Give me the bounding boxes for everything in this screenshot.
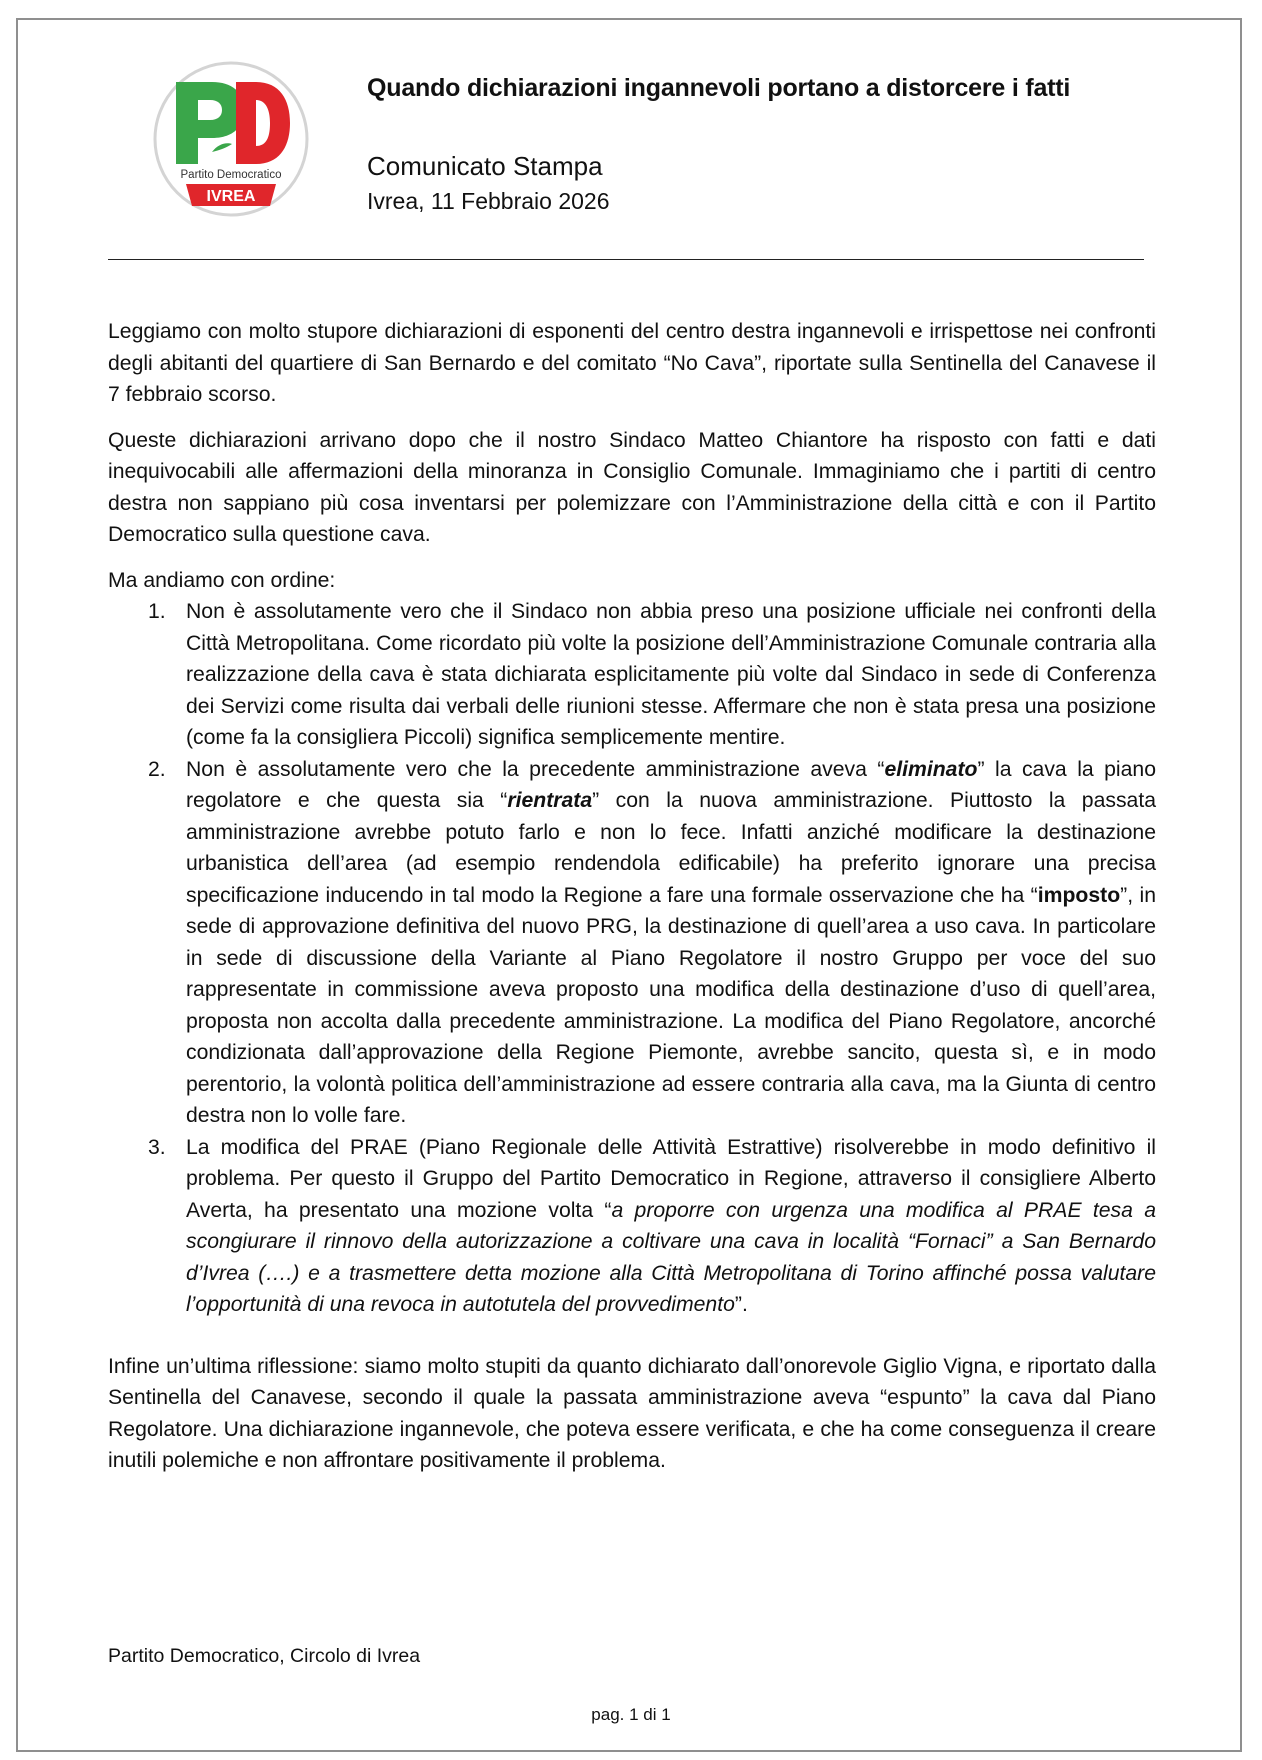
page-number: pag. 1 di 1: [591, 1705, 671, 1724]
signature: Partito Democratico, Circolo di Ivrea: [108, 1645, 421, 1667]
header: [367, 72, 1167, 216]
list-intro: Ma andiamo con ordine:: [108, 568, 336, 592]
list-item-text: Non è assolutamente vero che il Sindaco non abbia preso una posizione ufficiale nei confronti della Città Metropolitana. Come ricordato più volte la posizione dell’Amministrazione Comunale contraria alla realizzazione della cava è stata dichiarata esplicitamente più volte dal Sindaco in sede di Conferenza dei Servizi come risulta dai verbali delle riunioni stesse. Affermare che non è stata presa una posizione (come fa la consigliera Piccoli) significa semplicemente mentire.: [186, 600, 1156, 749]
place-date: Ivrea, 11 Febbraio 2026: [367, 188, 610, 214]
document-body: [108, 316, 1156, 1491]
emphasis-imposto: imposto: [1037, 883, 1121, 907]
paragraph-intro: Leggiamo con molto stupore dichiarazioni di esponenti del centro destra ingannevoli e irrispettose nei confronti degli abitanti del quartiere di San Bernardo e del comitato “No Cava”, riportate sulla Sentinella del Canavese il 7 febbraio scorso.: [108, 320, 1156, 406]
list-item: [108, 1132, 1156, 1321]
party-logo: [152, 60, 310, 218]
motion-quote: a proporre con urgenza una modifica al PRAE tesa a scongiurare il rinnovo della autorizzazione a coltivare una cava in località “Fornaci” a San Bernardo d’Ivrea (….) e a trasmettere detta mozione alla Città Metropolitana di Torino affinché possa valutare l’opportunità di una revoca in autotutela del provvedimento: [186, 1198, 1156, 1316]
list-item-number: 2.: [148, 757, 166, 781]
list-item-number: 1.: [148, 600, 166, 623]
logo-party-name: Partito Democratico: [180, 169, 282, 181]
emphasis-rientrata: rientrata: [507, 789, 593, 812]
list-item: [108, 596, 1156, 754]
document-type: Comunicato Stampa: [367, 151, 603, 181]
list-item-text: La modifica del PRAE (Piano Regionale delle Attività Estrattive) risolverebbe in modo definitivo il problema. Per questo il Gruppo del Partito Democratico in Regione, attraverso il consigliere Alberto Averta, ha presentato una mozione volta “a proporre con urgenza una modifica al PRAE tesa a scongiurare il rinnovo della autorizzazione a coltivare una cava in località “Fornaci” a San Bernardo d’Ivrea (….) e a trasmettere detta mozione alla Città Metropolitana di Torino affinché possa valutare l’opportunità di una revoca in autotutela del provvedimento”.: [186, 1135, 1156, 1316]
document-title: Quando dichiarazioni ingannevoli portano a distorcere i fatti: [367, 74, 1071, 102]
logo-city: IVREA: [206, 188, 256, 205]
paragraph-context: Queste dichiarazioni arrivano dopo che il nostro Sindaco Matteo Chiantore ha risposto con fatti e dati inequivocabili alle affermazioni della minoranza in Consiglio Comunale. Immaginiamo che i partiti di centro destra non sappiano più cosa inventarsi per polemizzare con l’Amministrazione della città e con il Partito Democratico sulla questione cava.: [108, 428, 1156, 546]
list-item-text: Non è assolutamente vero che la precedente amministrazione aveva “eliminato” la cava la piano regolatore e che questa sia “rientrata” con la nuova amministrazione. Piuttosto la passata amministrazione avrebbe potuto farlo e non lo fece. Infatti anziché modificare la destinazione urbanistica dell’area (ad esempio rendendola edificabile) ha preferito ignorare una precisa specificazione inducendo in tal modo la Regione a fare una formale osservazione che ha “imposto”, in sede di approvazione definitiva del nuovo PRG, la destinazione di quell’area a uso cava. In particolare in sede di discussione della Variante al Piano Regolatore il nostro Gruppo per voce del suo rappresentate in commissione aveva proposto una modifica della destinazione d’uso di quell’area, proposta non accolta dalla precedente amministrazione. La modifica del Piano Regolatore, ancorché condizionata dall’approvazione della Regione Piemonte, avrebbe sancito, questa sì, e in modo perentorio, la volontà politica dell’amministrazione ad essere contraria alla cava, ma la Giunta di centro destra non lo volle fare.: [186, 757, 1156, 1127]
header-separator: [108, 259, 1144, 260]
emphasis-eliminato: eliminato: [884, 757, 978, 781]
paragraph-closing: Infine un’ultima riflessione: siamo molto stupiti da quanto dichiarato dall’onorevole Giglio Vigna, e riportato dalla Sentinella del Canavese, secondo il quale la passata amministrazione aveva “espunto” la cava dal Piano Regolatore. Una dichiarazione ingannevole, che poteva essere verificata, e che ha come conseguenza il creare inutili polemiche e non affrontare positivamente il problema.: [108, 1354, 1156, 1472]
list-item-number: 3.: [148, 1135, 166, 1159]
list-item: [108, 754, 1156, 1132]
numbered-list: [108, 596, 1156, 1321]
